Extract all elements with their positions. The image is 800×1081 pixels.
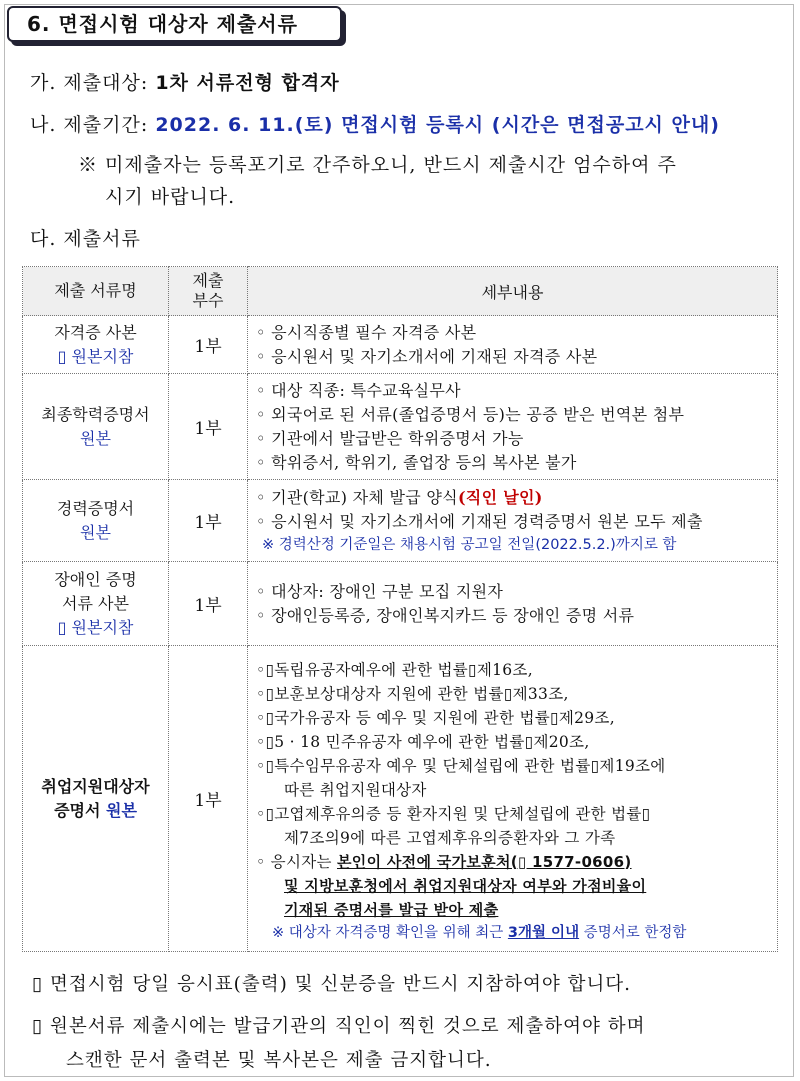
detail-item	[256, 486, 777, 510]
doc-original-note: 원본	[80, 522, 111, 542]
detail-item: ◦ 기관에서 발급받은 학위증명서 가능	[256, 428, 524, 448]
doc-name-line2	[23, 799, 168, 823]
detail-item: 따른 취업지원대상자	[284, 780, 427, 799]
table-header-row	[23, 267, 778, 316]
doc-detail-cell	[248, 562, 778, 646]
header-doc-name: 제출 서류명	[23, 267, 169, 316]
doc-copies: 1부	[169, 562, 248, 646]
detail-item: ◦ 대상자: 장애인 구분 모집 지원자	[256, 581, 504, 601]
detail-underlined: 및 지방보훈청에서 취업지원대상자 여부와 가점비율이	[284, 876, 647, 895]
detail-highlight: (직인 날인)	[457, 487, 543, 507]
detail-underlined: 본인이 사전에 국가보훈처(▯ 1577-0606)	[337, 852, 632, 871]
doc-name: 장애인 증명	[54, 569, 137, 589]
doc-copies: 1부	[169, 646, 248, 952]
doc-original-note: ▯ 원본지참	[57, 346, 134, 366]
table-row	[23, 646, 778, 952]
table-row	[23, 480, 778, 562]
detail-item: ◦▯독립유공자예우에 관한 법률▯제16조,	[256, 660, 533, 679]
item-ga-value: 1차 서류전형 합격자	[155, 72, 340, 94]
detail-item: ◦ 응시원서 및 자기소개서에 기재된 자격증 사본	[256, 346, 598, 366]
detail-item	[256, 850, 777, 874]
header-detail: 세부내용	[248, 267, 778, 316]
footer-line-2: ▯ 원본서류 제출시에는 발급기관의 직인이 찍힌 것으로 제출하여야 하며	[32, 1016, 646, 1037]
doc-copies: 1부	[169, 480, 248, 562]
detail-item: ◦ 외국어로 된 서류(졸업증명서 등)는 공증 받은 번역본 첨부	[256, 404, 685, 424]
item-ga	[30, 68, 340, 95]
doc-name-line2: 서류 사본	[62, 593, 129, 613]
item-na-value: 2022. 6. 11.(토) 면접시험 등록시 (시간은 면접공고시 안내)	[155, 114, 720, 136]
documents-table	[22, 266, 778, 952]
item-ga-label: 가. 제출대상:	[30, 72, 149, 94]
doc-name-cell	[23, 646, 169, 952]
detail-note: ※ 경력산정 기준일은 채용시험 공고일 전일(2022.5.2.)까지로 함	[262, 536, 677, 553]
doc-detail-cell	[248, 480, 778, 562]
table-row	[23, 562, 778, 646]
note-highlight: 3개월 이내	[507, 924, 580, 941]
detail-item: ◦▯5 · 18 민주유공자 예우에 관한 법률▯제20조,	[256, 732, 590, 751]
doc-detail-cell	[248, 646, 778, 952]
doc-name: 자격증 사본	[54, 322, 137, 342]
header-copies	[169, 267, 248, 316]
detail-text: ◦ 응시자는	[256, 852, 332, 871]
detail-item: 제7조의9에 따른 고엽제후유의증환자와 그 가족	[284, 828, 616, 847]
detail-item: ◦▯보훈보상대상자 지원에 관한 법률▯제33조,	[256, 684, 569, 703]
doc-original-note: 원본	[106, 800, 137, 820]
doc-copies: 1부	[169, 316, 248, 374]
detail-note	[256, 922, 777, 944]
item-na-note-line2: 시기 바랍니다.	[105, 186, 236, 208]
doc-name-cell	[23, 316, 169, 374]
detail-text: ◦ 기관(학교) 자체 발급 양식	[256, 487, 458, 507]
note-text: 증명서로 한정함	[579, 924, 687, 941]
doc-detail-cell	[248, 374, 778, 480]
detail-item: ◦ 응시원서 및 자기소개서에 기재된 경력증명서 원본 모두 제출	[256, 511, 703, 531]
header-copies-line1: 제출	[192, 271, 224, 290]
note-text: ※ 대상자 자격증명 확인을 위해 최근	[272, 924, 508, 941]
section-title: 6. 면접시험 대상자 제출서류	[7, 6, 342, 42]
doc-detail-cell	[248, 316, 778, 374]
header-copies-line2: 부수	[192, 291, 224, 310]
doc-name: 취업지원대상자	[41, 776, 150, 796]
detail-item: ◦ 학위증서, 학위기, 졸업장 등의 복사본 불가	[256, 452, 577, 472]
detail-underlined: 기재된 증명서를 발급 받아 제출	[284, 900, 499, 919]
item-na	[30, 110, 720, 137]
doc-name-cell	[23, 480, 169, 562]
doc-copies: 1부	[169, 374, 248, 480]
table-row	[23, 316, 778, 374]
doc-name-part: 증명서	[54, 800, 101, 820]
doc-name-cell	[23, 374, 169, 480]
footer-line-3: 스캔한 문서 출력본 및 복사본은 제출 금지합니다.	[66, 1050, 492, 1071]
table-row	[23, 374, 778, 480]
detail-item: ◦▯특수임무유공자 예우 및 단체설립에 관한 법률▯제19조에	[256, 756, 666, 775]
doc-name-cell	[23, 562, 169, 646]
detail-item: ◦ 장애인등록증, 장애인복지카드 등 장애인 증명 서류	[256, 605, 635, 625]
detail-item: ◦▯고엽제후유의증 등 환자지원 및 단체설립에 관한 법률▯	[256, 804, 651, 823]
detail-item: ◦ 대상 직종: 특수교육실무사	[256, 380, 461, 400]
doc-original-note: ▯ 원본지참	[57, 617, 134, 637]
doc-name: 경력증명서	[56, 498, 135, 518]
item-na-note-line1: ※ 미제출자는 등록포기로 간주하오니, 반드시 제출시간 엄수하여 주	[78, 154, 677, 176]
item-da: 다. 제출서류	[30, 228, 141, 250]
detail-item: ◦ 응시직종별 필수 자격증 사본	[256, 322, 477, 342]
detail-item: ◦▯국가유공자 등 예우 및 지원에 관한 법률▯제29조,	[256, 708, 615, 727]
doc-original-note: 원본	[80, 428, 111, 448]
doc-name: 최종학력증명서	[41, 404, 150, 424]
item-na-label: 나. 제출기간:	[30, 114, 149, 136]
footer-line-1: ▯ 면접시험 당일 응시표(출력) 및 신분증을 반드시 지참하여야 합니다.	[32, 974, 632, 995]
